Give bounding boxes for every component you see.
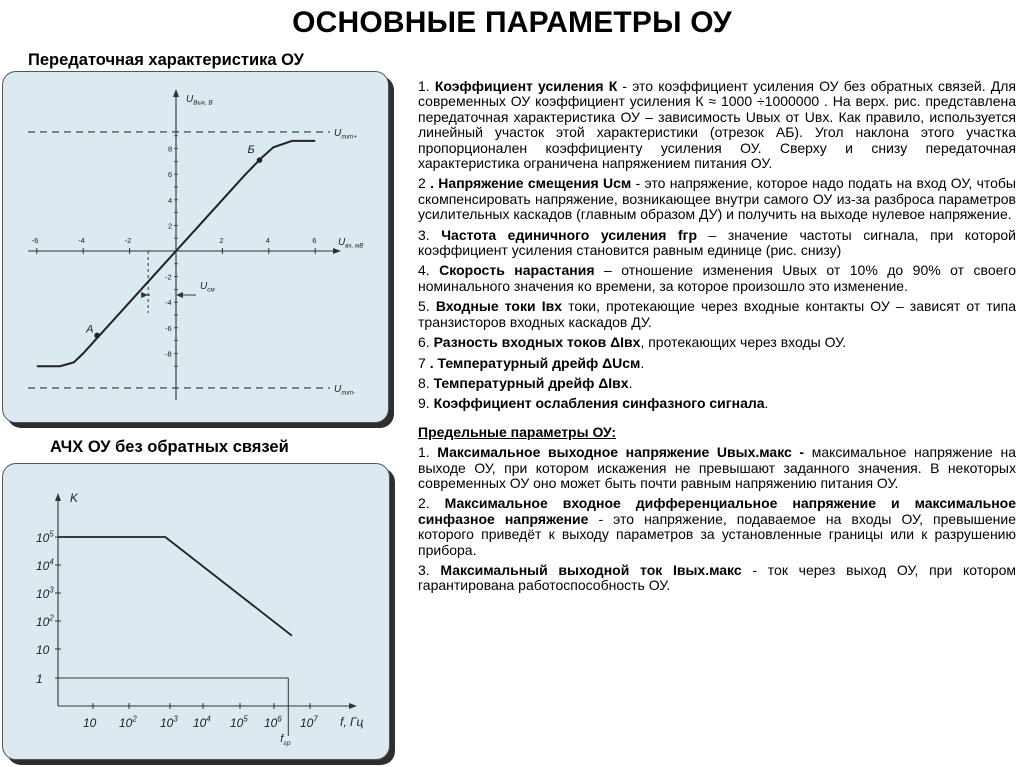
y-tick-label: 8 <box>168 144 173 154</box>
param-item-number: 7 <box>418 354 430 371</box>
x-tick-label: -2 <box>124 236 132 245</box>
y-tick-label: -4 <box>165 298 172 308</box>
param-item-description: токи, протекающие через входные контакты ОУ – зависят от типа транзисторов входных каскадов ДУ. <box>418 298 1016 330</box>
afc-y-tick-label: 1 <box>36 672 43 686</box>
x-axis-label: $U_{вх, мВ}$ <box>338 237 364 250</box>
param-item-term: Входные токи Iвх <box>435 298 563 315</box>
param-item-description: – значение частоты сигнала, при которой коэффициент усиления становится равным единице (рис. снизу) <box>418 226 1016 259</box>
x-tick-label: -4 <box>78 236 85 245</box>
param-item-7 <box>418 356 1016 371</box>
afc-x-axis-arrow <box>349 703 357 709</box>
afc-y-tick-label: $10^4$ <box>36 557 54 573</box>
param-item-number: 2 <box>418 175 431 192</box>
afc-y-tick-label: 10 <box>36 643 50 657</box>
limit-item-description: - это напряжение, подаваемое на входы ОУ, превышение которого приведёт к выходу параметров за установленные границы или к разрушению прибора. <box>418 510 1016 558</box>
limit-item-term: Максимальное входное дифференциальное напряжение и максимальное синфазное напряжение <box>418 495 1016 527</box>
upper-supply-label: $U_{пит+}$ <box>334 127 357 141</box>
lower-supply-label: $U_{пит-}$ <box>334 383 356 397</box>
afc-y-tick-label: $10^5$ <box>36 529 54 545</box>
y-axis-label: $U_{Вых, В}$ <box>186 94 213 107</box>
param-item-8 <box>418 376 1016 391</box>
param-item-term: . Напряжение смещения Uсм <box>430 175 632 192</box>
limit-item-number: 2. <box>418 495 445 512</box>
y-tick-label: -2 <box>165 272 172 282</box>
param-item-9 <box>418 396 1016 411</box>
param-item-term: Разность входных токов ΔIвх <box>433 334 641 351</box>
y-tick-label: -8 <box>165 349 172 359</box>
y-tick-label: -6 <box>165 323 172 333</box>
afc-y-axis-label: K <box>70 491 79 505</box>
param-item-number: 1. <box>418 78 435 94</box>
x-tick-label: 4 <box>265 236 270 245</box>
afc-x-tick-label: $10^3$ <box>160 714 178 730</box>
param-item-term: Скорость нарастания <box>439 262 595 279</box>
param-item-number: 5. <box>418 298 436 315</box>
afc-x-tick-label: $10^4$ <box>193 714 211 730</box>
offset-label: $U_{см}$ <box>200 281 215 294</box>
x-tick-label: -6 <box>31 236 39 245</box>
y-tick-label: 2 <box>168 221 173 231</box>
curve-point-label: Б <box>247 144 255 157</box>
afc-curve <box>58 537 292 636</box>
limit-item-1 <box>418 445 1016 491</box>
param-item-number: 6. <box>418 334 434 351</box>
x-tick-label: 6 <box>312 236 317 245</box>
param-item-5 <box>418 299 1016 330</box>
param-item-term: Частота единичного усиления fгр <box>441 226 698 243</box>
limit-item-3 <box>418 563 1016 594</box>
limit-item-number: 1. <box>418 444 438 461</box>
param-item-description: - это коэффициент усиления ОУ без обратных связей. Для современных ОУ коэффициент усиления К ≈ 1000 ÷1000000 . На верх. рис. представлена передаточная характеристика ОУ – зависимость Uвых от Uвх. Как правило, используется линейный участок этой характеристики (отрезок АБ). Угол наклона этого участка пропорционален коэффициенту усиления ОУ. Сверху и снизу передаточная характеристика ограничена напряжением питания ОУ. <box>418 78 1016 172</box>
afc-section-title: АЧХ ОУ без обратных связей <box>50 438 289 456</box>
afc-x-tick-label: $10^2$ <box>119 714 137 730</box>
limit-item-2 <box>418 496 1016 558</box>
afc-x-tick-label: $10^5$ <box>230 714 248 730</box>
param-item-description: - это напряжение, которое надо подать на вход ОУ, чтобы скомпенсировать напряжение, возникающее внутри самого ОУ из-за разброса параметров усилительных каскадов (главным образом ДУ) и получить на выходе нулевое напряжение. <box>418 175 1016 223</box>
limit-item-term: Максимальный выходной ток Iвых.макс <box>440 561 742 578</box>
page-title: ОСНОВНЫЕ ПАРАМЕТРЫ ОУ <box>292 6 732 39</box>
param-item-number: 3. <box>418 226 442 243</box>
curve-point-label: А <box>86 323 94 336</box>
transfer-section-title: Передаточная характеристика ОУ <box>28 51 304 69</box>
limit-item-description: максимальное напряжение на выходе ОУ, при котором искажения не превышают заданного значения. В некоторых современных ОУ оно может быть почти равным напряжению питания ОУ. <box>418 444 1016 491</box>
param-item-term: . Температурный дрейф ΔUсм <box>429 354 641 371</box>
x-tick-label: 2 <box>219 236 224 245</box>
afc-x-axis-label: f, Гц <box>340 715 364 729</box>
param-item-1 <box>418 79 1016 171</box>
limit-item-number: 3. <box>418 561 441 578</box>
parameters-text <box>418 79 1016 599</box>
param-item-6 <box>418 335 1016 350</box>
limit-item-term: Максимальное выходное напряжение Uвых.макс - <box>437 444 805 461</box>
y-tick-label: 4 <box>168 195 173 205</box>
afc-x-tick-label: 10 <box>83 716 97 730</box>
param-item-description: . <box>764 395 769 412</box>
afc-chart <box>0 0 400 767</box>
afc-y-tick-label: $10^2$ <box>36 613 54 629</box>
afc-y-axis-arrow <box>55 493 61 501</box>
limits-heading: Предельные параметры ОУ: <box>418 423 617 440</box>
param-item-3 <box>418 228 1016 259</box>
limits-list <box>418 445 1016 594</box>
parameters-list <box>418 79 1016 412</box>
limit-item-description: - ток через выход ОУ, при котором гарантирована работоспособность ОУ. <box>418 561 1016 594</box>
param-item-description: , протекающих через входы ОУ. <box>640 334 847 351</box>
param-item-term: Коэффициент усиления К <box>434 78 618 94</box>
y-tick-label: 6 <box>168 170 173 180</box>
param-item-term: Температурный дрейф ΔIвх <box>433 374 629 391</box>
param-item-term: Коэффициент ослабления синфазного сигнала <box>433 395 765 412</box>
param-item-number: 4. <box>418 262 440 279</box>
param-item-4 <box>418 263 1016 294</box>
param-item-description: – отношение изменения Uвых от 10% до 90% от своего номинального значения ко времени, за которое произошло это изменение. <box>418 262 1016 294</box>
param-item-description: . <box>628 374 633 391</box>
afc-y-tick-label: $10^3$ <box>36 585 54 601</box>
param-item-number: 8. <box>418 374 434 391</box>
afc-x-tick-label: $10^7$ <box>300 714 318 730</box>
param-item-2 <box>418 176 1016 222</box>
unity-frequency-label: $f_{гр}$ <box>280 733 291 747</box>
afc-x-tick-label: $10^6$ <box>264 714 282 730</box>
param-item-number: 9. <box>418 395 434 412</box>
param-item-description: . <box>640 354 645 371</box>
